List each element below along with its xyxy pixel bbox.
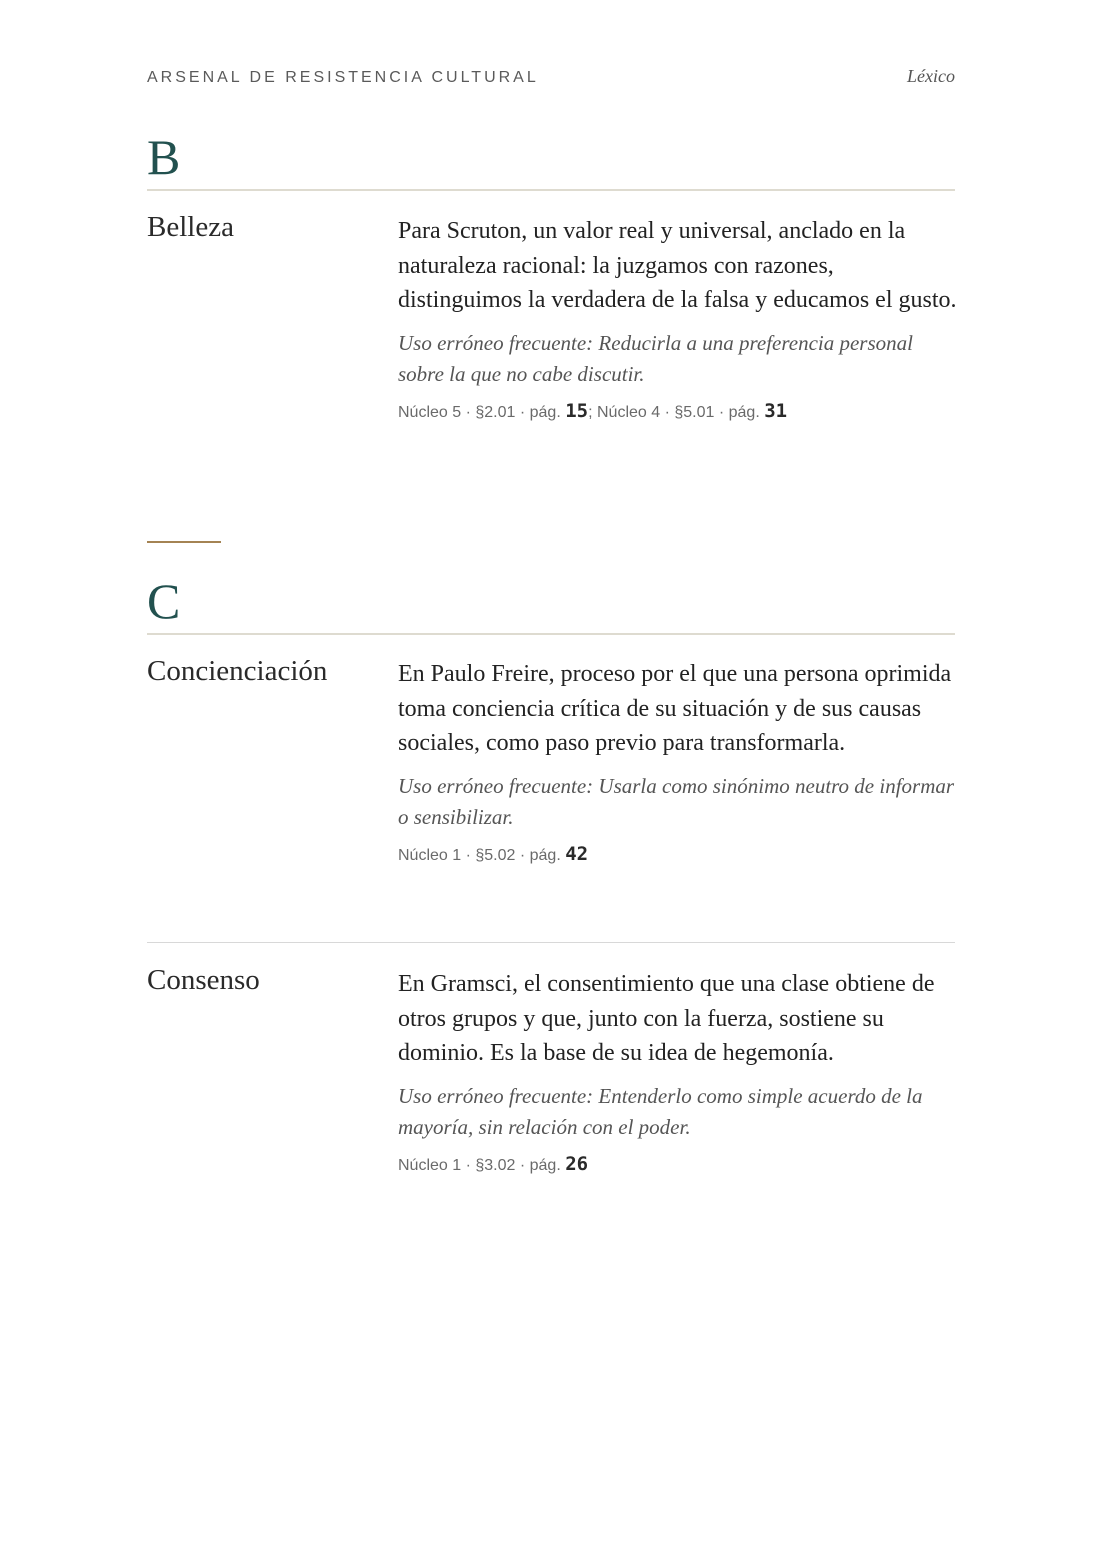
page-number: 31 — [764, 399, 788, 422]
section-letter-c: C — [147, 573, 181, 629]
entry-term: Concienciación — [147, 655, 328, 687]
reference-text: Núcleo 5 · §2.01 · pág. — [398, 403, 566, 421]
reference-text: Núcleo 4 · §5.01 · pág. — [597, 403, 765, 421]
page-number: 42 — [565, 842, 589, 865]
entry-references — [398, 1152, 958, 1178]
page-number: 15 — [565, 399, 589, 422]
reference-separator: ; — [588, 403, 597, 421]
misuse-label: Uso erróneo frecuente: — [398, 1083, 594, 1108]
entry-body — [398, 967, 958, 1178]
reference-text: Núcleo 1 · §3.02 · pág. — [398, 1156, 566, 1174]
misuse-label: Uso erróneo frecuente: — [398, 773, 594, 798]
section-accent-rule — [147, 541, 221, 543]
entry-definition: Para Scruton, un valor real y universal, anclado en la naturaleza racional: la juzgamos con razones, distinguimos la verdadera de la falsa y educamos el gusto. — [398, 218, 957, 313]
entry-definition: En Gramsci, el consentimiento que una clase obtiene de otros grupos y que, junto con la fuerza, sostiene su dominio. Es la base de su idea de hegemonía. — [398, 971, 935, 1066]
misuse-label: Uso erróneo frecuente: — [398, 330, 594, 355]
entry-misuse — [398, 328, 958, 391]
entry-definition: En Paulo Freire, proceso por el que una persona oprimida toma conciencia crítica de su situación y de sus causas sociales, como paso previo para transformarla. — [398, 661, 952, 756]
entry-term: Consenso — [147, 964, 260, 996]
section-name: Léxico — [907, 66, 955, 86]
book-title: ARSENAL DE RESISTENCIA CULTURAL — [147, 69, 539, 86]
section-rule — [147, 189, 955, 191]
running-head — [147, 66, 955, 92]
reference-text: Núcleo 1 · §5.02 · pág. — [398, 846, 566, 864]
entry-term: Belleza — [147, 211, 234, 243]
section-rule — [147, 633, 955, 635]
misuse-text: Reducirla a una preferencia personal sobre la que no cabe discutir. — [398, 330, 913, 386]
entry-body — [398, 214, 958, 425]
entry-body — [398, 657, 958, 868]
misuse-text: Usarla como sinónimo neutro de informar o sensibilizar. — [398, 773, 955, 829]
entry-divider — [147, 942, 955, 943]
misuse-text: Entenderlo como simple acuerdo de la mayoría, sin relación con el poder. — [398, 1083, 923, 1139]
section-letter-b: B — [147, 129, 181, 185]
entry-misuse — [398, 1081, 958, 1144]
page-number: 26 — [565, 1152, 589, 1175]
entry-misuse — [398, 771, 958, 834]
entry-references — [398, 842, 958, 868]
entry-references — [398, 399, 958, 425]
